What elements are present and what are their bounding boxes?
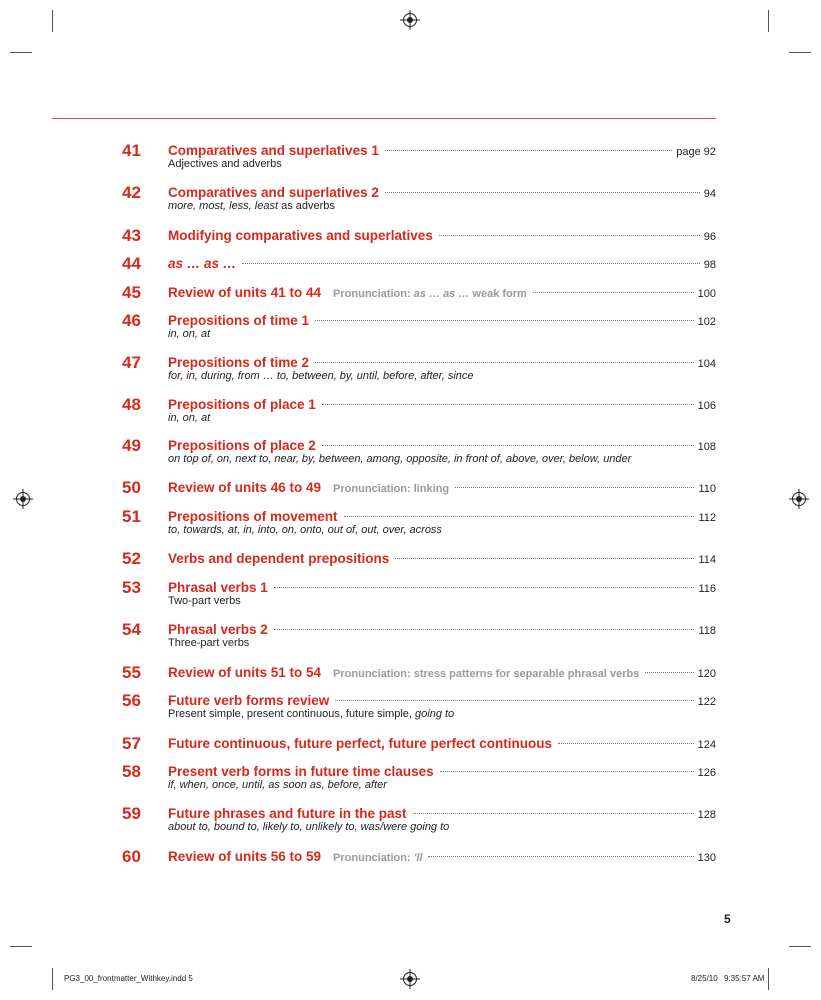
pronunciation-label: Pronunciation: bbox=[333, 852, 414, 864]
unit-subtitle-rest: as adverbs bbox=[278, 200, 335, 212]
unit-number: 50 bbox=[122, 478, 141, 497]
toc-row bbox=[168, 550, 716, 569]
dot-leader bbox=[385, 150, 672, 151]
page-number: 110 bbox=[698, 483, 716, 495]
page-number: page 92 bbox=[676, 146, 716, 158]
unit-title[interactable]: Review of units 56 to 59 bbox=[168, 849, 322, 864]
unit-number: 53 bbox=[122, 578, 141, 597]
unit-title[interactable]: Comparatives and superlatives 2 bbox=[168, 185, 379, 200]
unit-title[interactable]: Prepositions of movement bbox=[168, 509, 338, 524]
unit-number: 48 bbox=[122, 395, 141, 414]
dot-leader bbox=[439, 235, 700, 236]
page-number: 118 bbox=[698, 625, 716, 637]
unit-title[interactable]: Modifying comparatives and superlatives bbox=[168, 228, 433, 243]
unit-number: 43 bbox=[122, 226, 141, 245]
pronunciation-note: Pronunciation: linking bbox=[333, 483, 450, 495]
toc-row bbox=[168, 735, 716, 754]
dot-leader bbox=[274, 629, 695, 630]
slug-time: 9:35:57 AM bbox=[724, 974, 765, 983]
crop-mark bbox=[10, 52, 32, 53]
dot-leader bbox=[274, 587, 695, 588]
dot-leader bbox=[322, 445, 694, 446]
unit-subtitle: in, on, at bbox=[168, 412, 211, 424]
page-number: 112 bbox=[698, 512, 716, 524]
unit-subtitle bbox=[168, 199, 335, 213]
unit-subtitle: Three-part verbs bbox=[168, 637, 250, 649]
toc-row bbox=[168, 579, 716, 598]
dot-leader bbox=[322, 404, 694, 405]
unit-title[interactable]: Verbs and dependent prepositions bbox=[168, 551, 390, 566]
crop-mark bbox=[768, 968, 769, 990]
unit-title[interactable]: Prepositions of place 2 bbox=[168, 438, 316, 453]
unit-number: 60 bbox=[122, 847, 141, 866]
unit-subtitle: for, in, during, from … to, between, by, until, before, after, since bbox=[168, 370, 474, 382]
page-number: 108 bbox=[697, 441, 716, 453]
unit-number: 57 bbox=[122, 734, 141, 753]
page-number: 120 bbox=[697, 668, 716, 680]
dot-leader bbox=[428, 856, 693, 857]
unit-title[interactable]: Future verb forms review bbox=[168, 693, 330, 708]
toc-row bbox=[168, 664, 716, 683]
pronunciation-note bbox=[333, 285, 527, 303]
unit-subtitle: Two-part verbs bbox=[168, 595, 241, 607]
dot-leader bbox=[385, 192, 700, 193]
page-number: 100 bbox=[697, 288, 716, 300]
toc-row bbox=[168, 621, 716, 640]
registration-mark-icon bbox=[16, 492, 30, 506]
crop-mark bbox=[789, 52, 811, 53]
dot-leader bbox=[335, 700, 693, 701]
page-number: 102 bbox=[697, 316, 716, 328]
pronunciation-rest: weak form bbox=[469, 288, 527, 300]
crop-mark bbox=[789, 946, 811, 947]
toc-row bbox=[168, 396, 716, 415]
pronunciation-note bbox=[333, 849, 422, 867]
unit-subtitle: Adjectives and adverbs bbox=[168, 158, 282, 170]
toc-row bbox=[168, 255, 716, 274]
toc-row bbox=[168, 479, 716, 498]
page-number: 128 bbox=[697, 809, 716, 821]
unit-subtitle: if, when, once, until, as soon as, before, after bbox=[168, 779, 387, 791]
pronunciation-label: Pronunciation: bbox=[333, 288, 414, 300]
unit-title[interactable]: Comparatives and superlatives 1 bbox=[168, 143, 379, 158]
dot-leader bbox=[455, 487, 694, 488]
registration-mark-icon bbox=[403, 972, 417, 986]
page-number: 116 bbox=[698, 583, 716, 595]
unit-subtitle-italic: going to bbox=[415, 708, 455, 720]
page-number: 94 bbox=[703, 188, 716, 200]
toc-row bbox=[168, 227, 716, 246]
unit-title[interactable]: Prepositions of time 2 bbox=[168, 355, 310, 370]
unit-title[interactable]: Review of units 41 to 44 bbox=[168, 285, 322, 300]
unit-title[interactable]: Prepositions of place 1 bbox=[168, 397, 316, 412]
unit-title[interactable]: Prepositions of time 1 bbox=[168, 313, 310, 328]
slug-file: PG3_00_frontmatter_Withkey.indd 5 bbox=[64, 974, 193, 983]
unit-title[interactable]: Future continuous, future perfect, future perfect continuous bbox=[168, 736, 553, 751]
crop-mark bbox=[10, 946, 32, 947]
page-number: 114 bbox=[698, 554, 716, 566]
unit-subtitle-rest: Present simple, present continuous, future simple, bbox=[168, 708, 416, 720]
dot-leader bbox=[242, 263, 699, 264]
toc-row bbox=[168, 284, 716, 303]
unit-number: 56 bbox=[122, 691, 141, 710]
page-number: 96 bbox=[703, 231, 716, 243]
crop-mark bbox=[52, 10, 53, 32]
page-number: 122 bbox=[697, 696, 716, 708]
page-number: 106 bbox=[697, 400, 716, 412]
slug-date: 8/25/10 bbox=[691, 974, 718, 983]
page-number: 130 bbox=[697, 852, 716, 864]
dot-leader bbox=[558, 743, 694, 744]
unit-number: 54 bbox=[122, 620, 141, 639]
dot-leader bbox=[413, 813, 694, 814]
unit-title[interactable]: Present verb forms in future time clauses bbox=[168, 764, 434, 779]
dot-leader bbox=[533, 292, 694, 293]
registration-mark-icon bbox=[792, 492, 806, 506]
unit-number: 45 bbox=[122, 283, 141, 302]
unit-title[interactable]: Phrasal verbs 2 bbox=[168, 622, 268, 637]
unit-number: 42 bbox=[122, 183, 141, 202]
unit-number: 52 bbox=[122, 549, 141, 568]
unit-title[interactable]: as … as … bbox=[168, 256, 237, 271]
unit-title[interactable]: Review of units 51 to 54 bbox=[168, 665, 322, 680]
unit-title[interactable]: Review of units 46 to 49 bbox=[168, 480, 322, 495]
unit-subtitle: in, on, at bbox=[168, 328, 211, 340]
unit-number: 51 bbox=[122, 507, 141, 526]
unit-number: 55 bbox=[122, 663, 141, 682]
unit-subtitle: about to, bound to, likely to, unlikely to, was/were going to bbox=[168, 821, 450, 833]
unit-number: 49 bbox=[122, 436, 141, 455]
dot-leader bbox=[645, 672, 693, 673]
crop-mark bbox=[52, 968, 53, 990]
header-rule bbox=[52, 118, 716, 119]
dot-leader bbox=[395, 558, 694, 559]
pronunciation-italic: 'll bbox=[413, 852, 423, 864]
unit-subtitle: on top of, on, next to, near, by, between, among, opposite, in front of, above, over, below, under bbox=[168, 453, 632, 465]
dot-leader bbox=[440, 771, 694, 772]
unit-title[interactable]: Future phrases and future in the past bbox=[168, 806, 407, 821]
dot-leader bbox=[315, 320, 694, 321]
unit-number: 41 bbox=[122, 141, 141, 160]
page-number: 124 bbox=[697, 739, 716, 751]
page-number: 126 bbox=[697, 767, 716, 779]
pronunciation-italic: as … as … bbox=[413, 288, 470, 300]
toc-row bbox=[168, 848, 716, 867]
unit-subtitle bbox=[168, 707, 454, 721]
toc-row bbox=[168, 312, 716, 331]
unit-title[interactable]: Phrasal verbs 1 bbox=[168, 580, 268, 595]
page-number: 98 bbox=[703, 259, 716, 271]
unit-number: 58 bbox=[122, 762, 141, 781]
unit-number: 44 bbox=[122, 254, 141, 273]
crop-mark bbox=[768, 10, 769, 32]
unit-number: 46 bbox=[122, 311, 141, 330]
page-number: 104 bbox=[697, 358, 716, 370]
pronunciation-note: Pronunciation: stress patterns for separable phrasal verbs bbox=[333, 668, 640, 680]
unit-subtitle: to, towards, at, in, into, on, onto, out of, out, over, across bbox=[168, 524, 442, 536]
folio-page-number: 5 bbox=[724, 912, 731, 926]
registration-mark-icon bbox=[403, 13, 417, 27]
dot-leader bbox=[344, 516, 695, 517]
unit-number: 59 bbox=[122, 804, 141, 823]
dot-leader bbox=[315, 362, 694, 363]
unit-number: 47 bbox=[122, 353, 141, 372]
unit-subtitle-italic: more, most, less, least bbox=[168, 200, 279, 212]
